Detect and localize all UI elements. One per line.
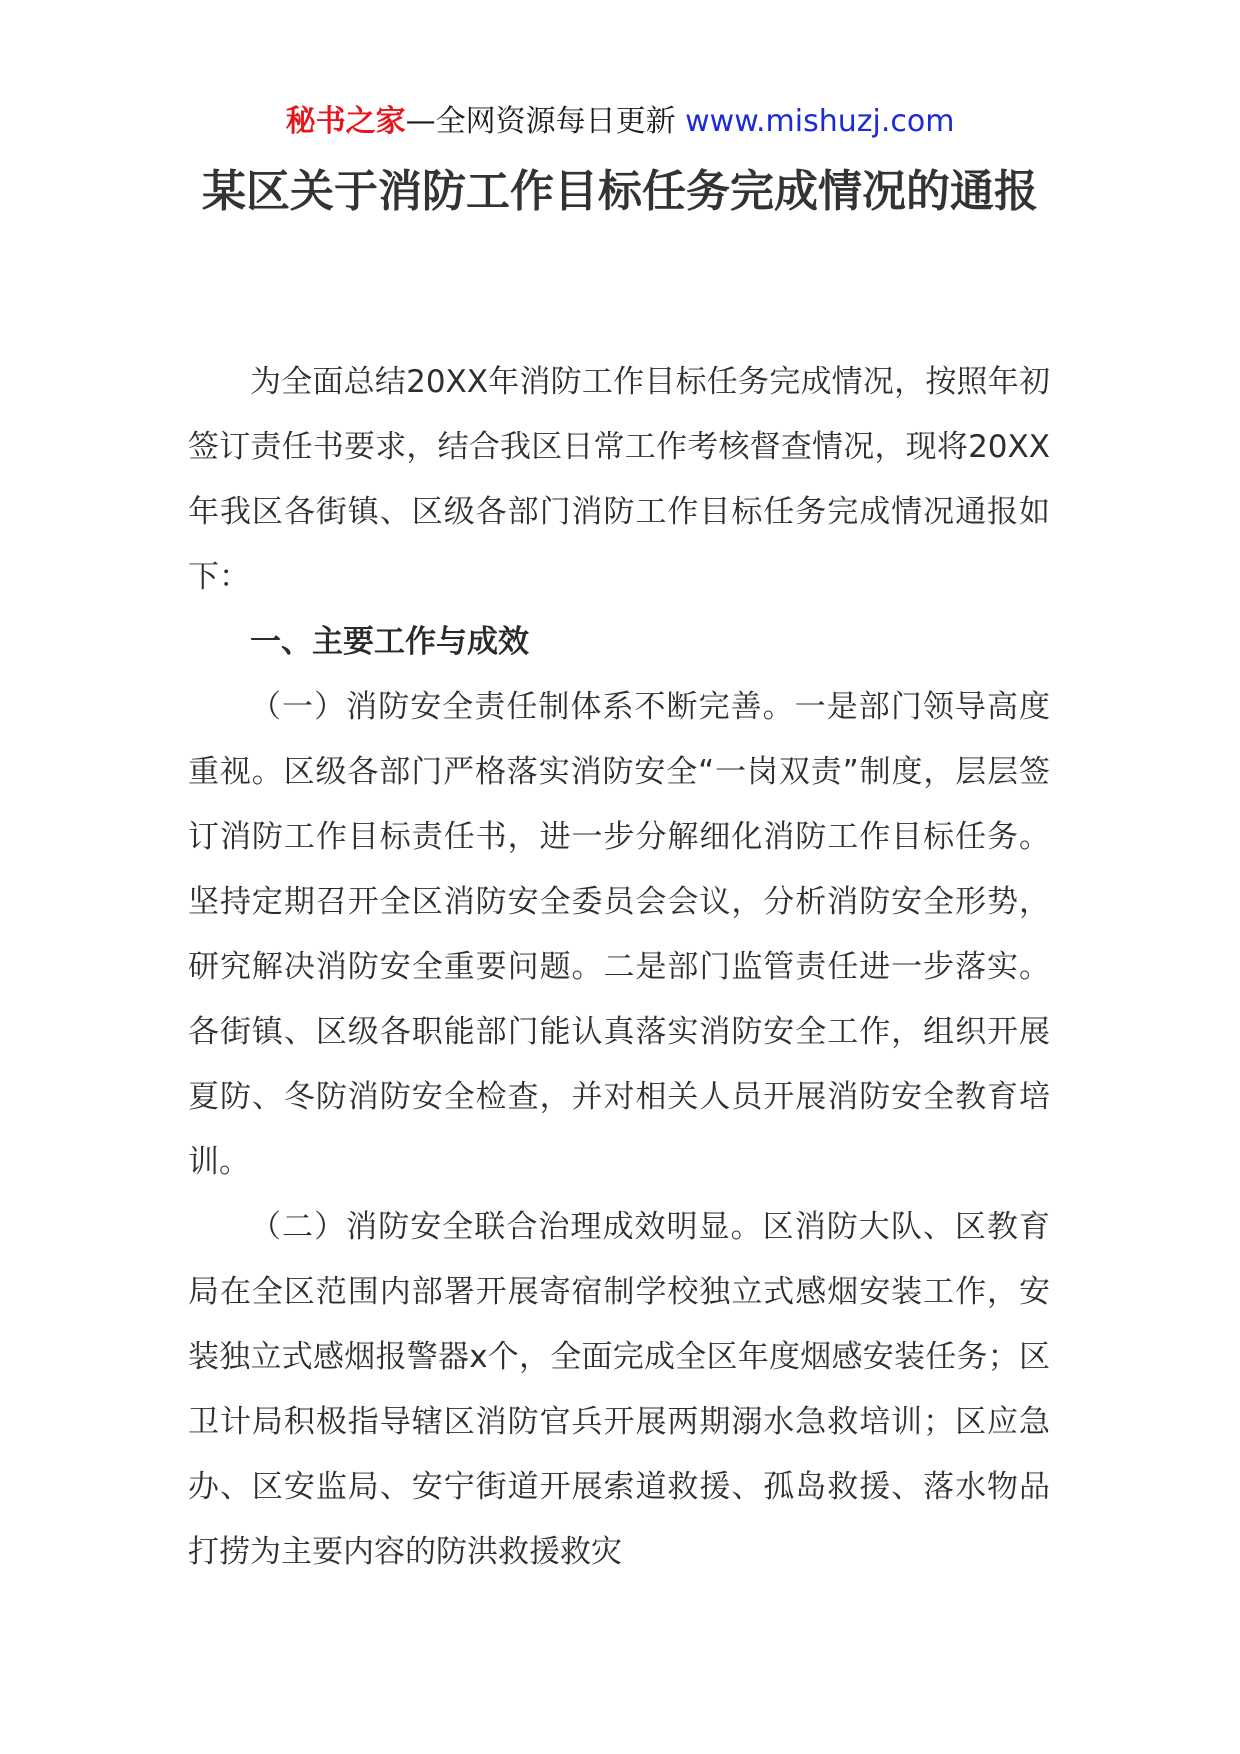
document-body xyxy=(188,350,1050,1585)
brand-name: 秘书之家 xyxy=(285,104,406,139)
body-paragraph-1: （一）消防安全责任制体系不断完善。一是部门领导高度重视。区级各部门严格落实消防安全“一岗双责”制度，层层签订消防工作目标责任书，进一步分解细化消防工作目标任务。坚持定期召开全区消防安全委员会会议，分析消防安全形势，研究解决消防安全重要问题。二是部门监管责任进一步落实。各街镇、区级各职能部门能认真落实消防安全工作，组织开展夏防、冬防消防安全检查，并对相关人员开展消防安全教育培训。 xyxy=(188,689,1050,1180)
document-title: 某区关于消防工作目标任务完成情况的通报 xyxy=(202,166,1038,217)
body-paragraph-2: （二）消防安全联合治理成效明显。区消防大队、区教育局在全区范围内部署开展寄宿制学校独立式感烟安装工作，安装独立式感烟报警器x个，全面完成全区年度烟感安装任务；区卫计局积极指导辖区消防官兵开展两期溺水急救培训；区应急办、区安监局、安宁街道开展索道救援、孤岛救援、落水物品打捞为主要内容的防洪救援救灾 xyxy=(188,1209,1050,1570)
site-banner xyxy=(0,100,1240,144)
section-heading: 一、主要工作与成效 xyxy=(250,624,529,660)
brand-slogan: —全网资源每日更新 xyxy=(405,104,676,139)
site-url-link[interactable]: www.mishuzj.com xyxy=(685,104,955,139)
intro-paragraph: 为全面总结20XX年消防工作目标任务完成情况，按照年初签订责任书要求，结合我区日常工作考核督查情况，现将20XX年我区各街镇、区级各部门消防工作目标任务完成情况通报如下： xyxy=(188,364,1050,595)
